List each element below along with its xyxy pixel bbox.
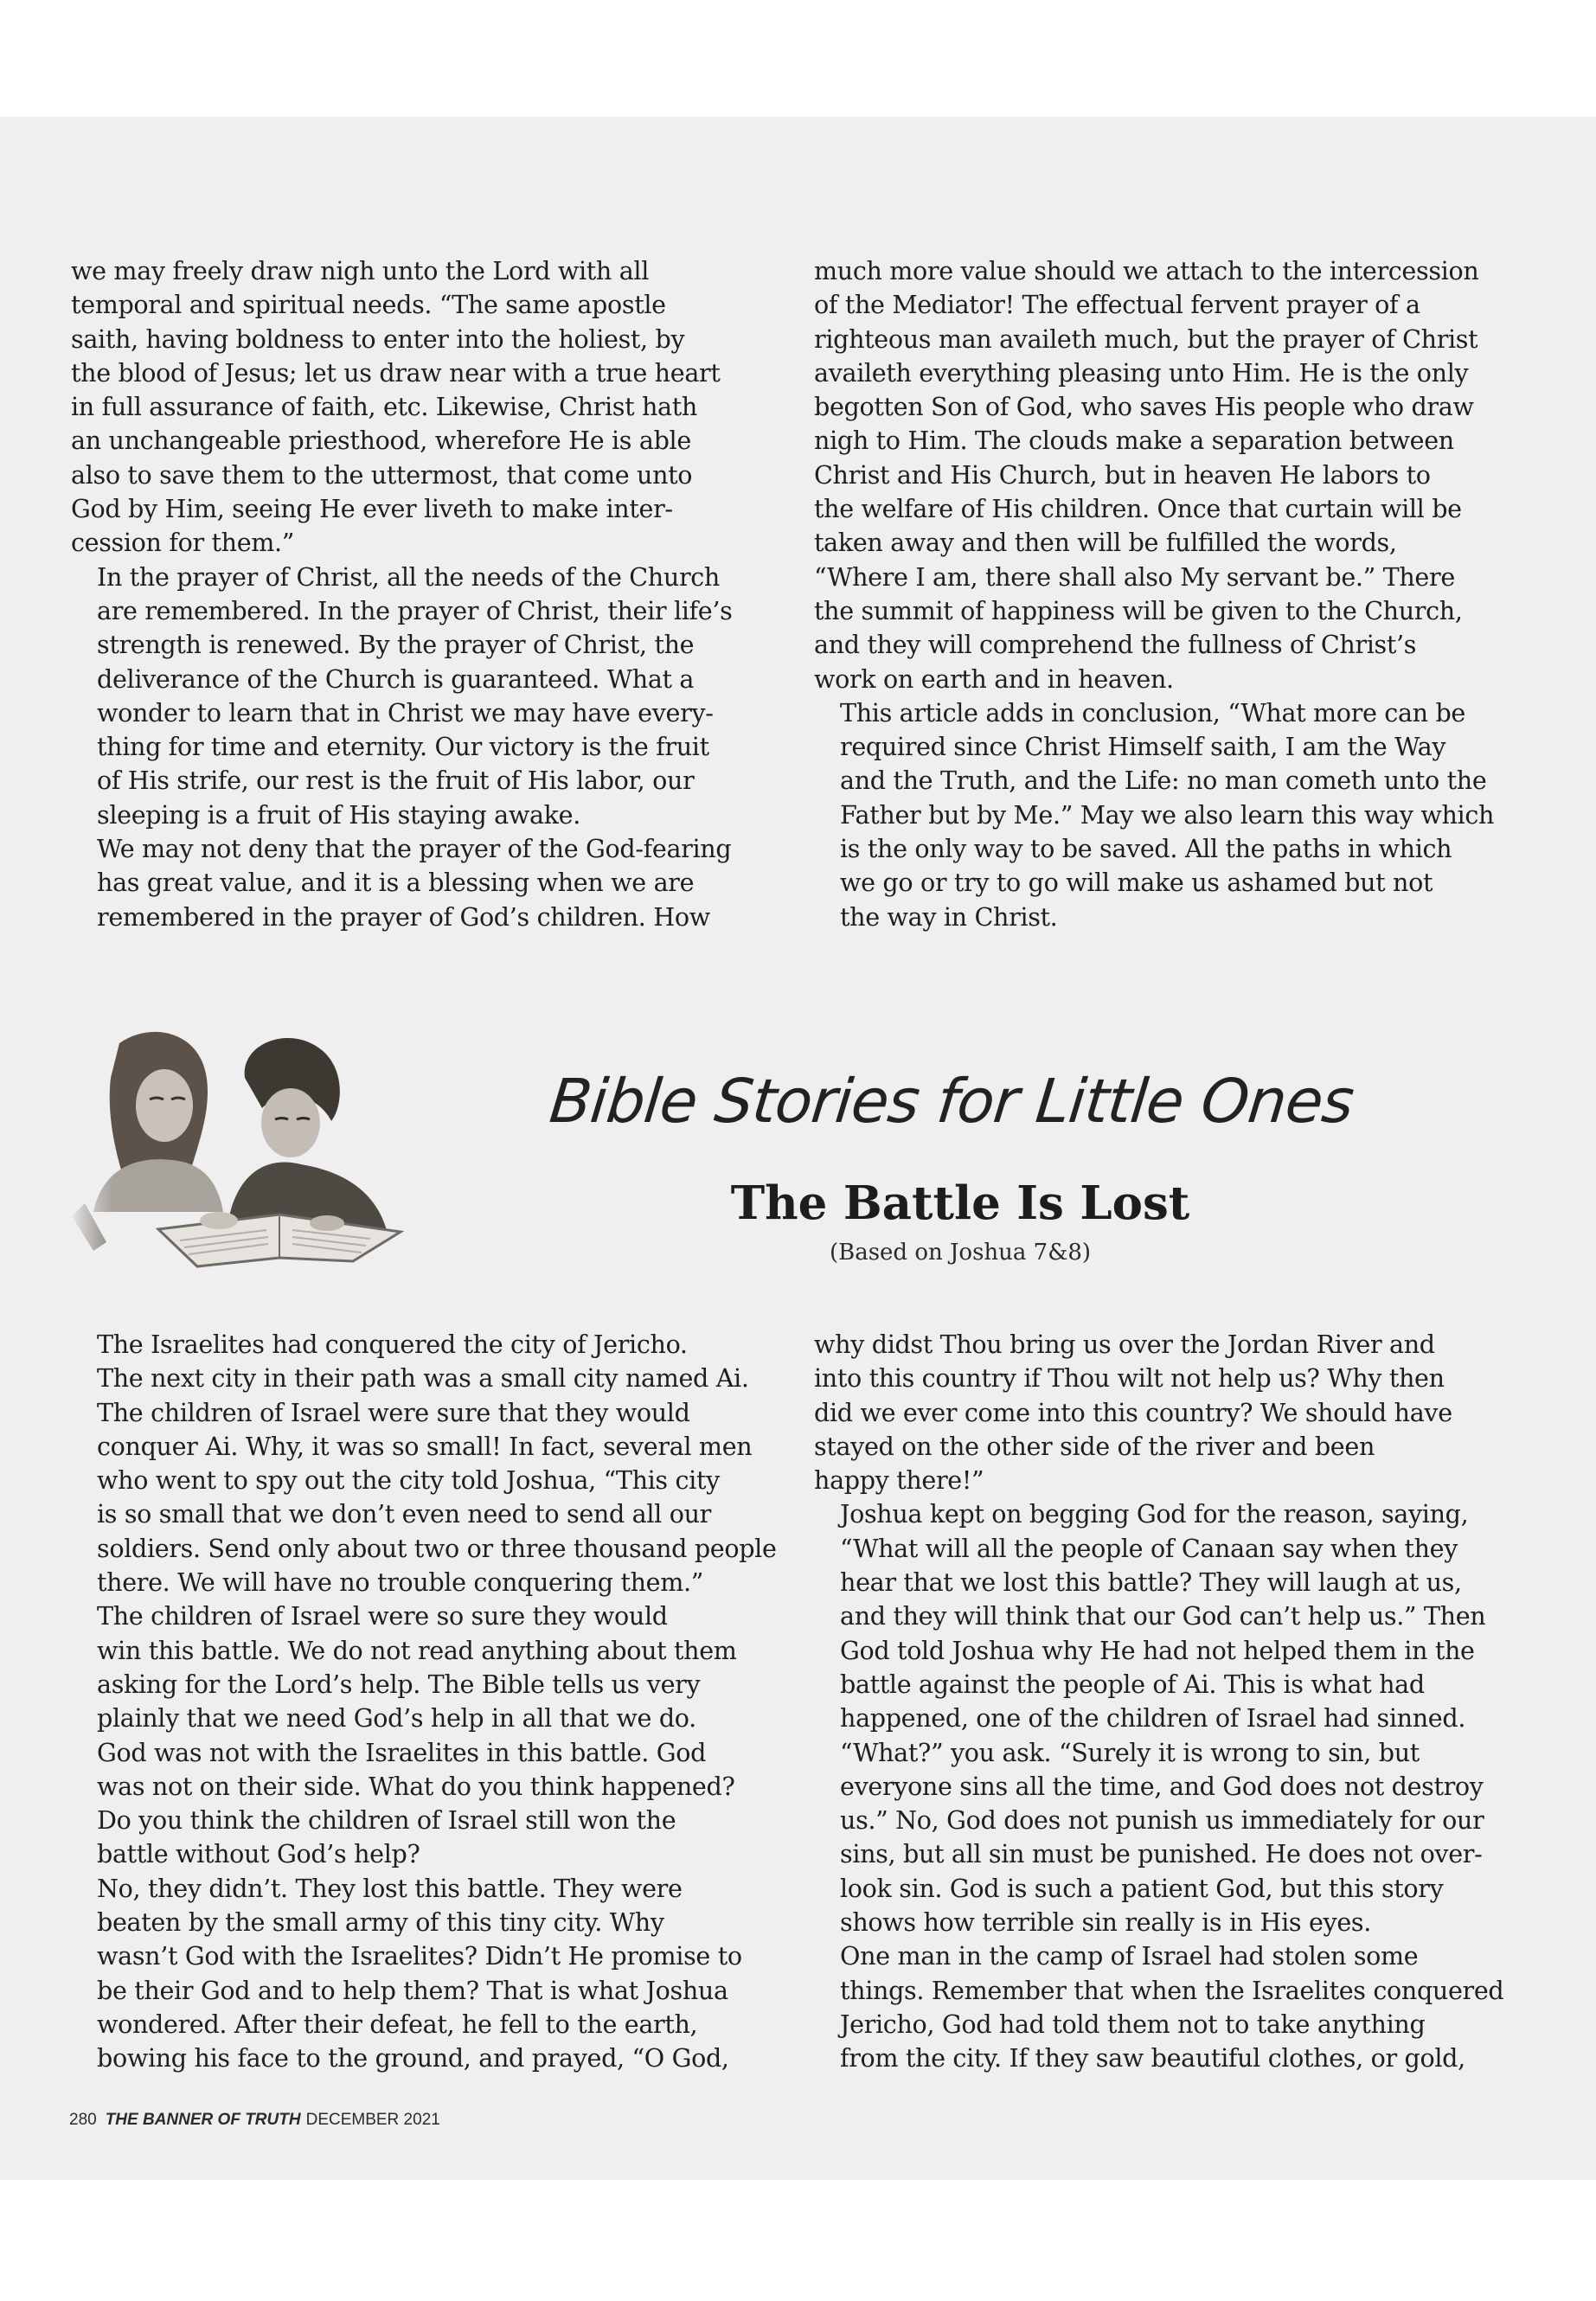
text-line: No, they didn’t. They lost this battle. They were	[97, 1873, 683, 1903]
text-line: and they will think that our God can’t help us.” Then	[840, 1601, 1486, 1631]
text-line: remembered in the prayer of God’s children. How	[97, 901, 710, 932]
text-line: and the Truth, and the Life: no man cometh unto the	[840, 766, 1487, 796]
text-line: who went to spy out the city told Joshua, “This city	[97, 1465, 720, 1496]
article-column-top-left	[71, 254, 789, 934]
issue-date: DECEMBER 2021	[305, 2111, 440, 2129]
text-line: look sin. God is such a patient God, but this story	[840, 1873, 1444, 1903]
text-line: cession for them.”	[71, 528, 295, 558]
text-line: why didst Thou bring us over the Jordan River and	[814, 1330, 1435, 1359]
paragraph	[71, 1396, 789, 1600]
text-line: also to save them to the uttermost, that come unto	[71, 459, 693, 490]
text-line: sins, but all sin must be punished. He does not over-	[840, 1839, 1483, 1869]
paragraph	[814, 696, 1532, 934]
text-line: was not on their side. What do you think happened?	[97, 1771, 735, 1801]
text-line: asking for the Lord’s help. The Bible tells us very	[97, 1669, 701, 1699]
page-footer	[69, 2107, 440, 2133]
text-line: battle without God’s help?	[97, 1839, 420, 1869]
paragraph	[814, 254, 1532, 696]
text-line: “What?” you ask. “Surely it is wrong to sin, but	[840, 1737, 1420, 1767]
text-line: One man in the camp of Israel had stolen some	[840, 1941, 1419, 1971]
text-line: are remembered. In the prayer of Christ, their life’s	[97, 595, 733, 625]
text-line: from the city. If they saw beautiful clothes, or gold,	[840, 2043, 1465, 2073]
paragraph	[71, 832, 789, 934]
paragraph	[814, 1328, 1532, 1497]
text-line: righteous man availeth much, but the prayer of Christ	[814, 324, 1478, 354]
text-line: we go or try to go will make us ashamed but not	[840, 868, 1433, 898]
text-line: things. Remember that when the Israelites conquered	[840, 1975, 1504, 2005]
paragraph	[814, 1939, 1532, 2075]
article-column-top-right	[814, 254, 1532, 934]
text-line: everyone sins all the time, and God does not destroy	[840, 1771, 1484, 1801]
text-line: bowing his face to the ground, and prayed, “O God,	[97, 2043, 729, 2073]
text-line: much more value should we attach to the intercession	[814, 256, 1479, 285]
text-line: availeth everything pleasing unto Him. He is the only	[814, 357, 1469, 388]
text-line: happened, one of the children of Israel had sinned.	[840, 1703, 1466, 1734]
text-line: an unchangeable priesthood, wherefore He is able	[71, 426, 691, 456]
text-line: The next city in their path was a small city named Ai.	[97, 1363, 749, 1394]
text-line: wondered. After their defeat, he fell to the earth,	[97, 2009, 698, 2039]
story-column-right	[814, 1328, 1532, 2076]
text-line: of His strife, our rest is the fruit of His labor, our	[97, 766, 695, 796]
publication-name: THE BANNER OF TRUTH	[105, 2111, 301, 2129]
text-line: there. We will have no trouble conquering them.”	[97, 1567, 704, 1598]
text-line: temporal and spiritual needs. “The same apostle	[71, 290, 666, 320]
text-line: is the only way to be saved. All the paths in which	[840, 834, 1452, 864]
text-line: battle against the people of Ai. This is what had	[840, 1669, 1425, 1699]
text-line: has great value, and it is a blessing when we are	[97, 868, 695, 898]
text-line: God was not with the Israelites in this battle. God	[97, 1737, 707, 1767]
text-line: plainly that we need God’s help in all that we do.	[97, 1703, 696, 1734]
text-line: God told Joshua why He had not helped them in the	[840, 1635, 1475, 1665]
text-line: is so small that we don’t even need to send all our	[97, 1499, 711, 1529]
paragraph	[814, 1736, 1532, 1940]
text-line: nigh to Him. The clouds make a separation between	[814, 426, 1454, 456]
text-line: taken away and then will be fulfilled the words,	[814, 528, 1397, 558]
text-line: God by Him, seeing He ever liveth to make inter-	[71, 494, 673, 524]
text-line: win this battle. We do not read anything about them	[97, 1635, 737, 1665]
text-line: begotten Son of God, who saves His people who draw	[814, 392, 1474, 422]
text-line: strength is renewed. By the prayer of Christ, the	[97, 630, 695, 660]
text-line: the welfare of His children. Once that curtain will be	[814, 494, 1462, 524]
paragraph	[71, 561, 789, 832]
children-reading-bible-illustration	[67, 1026, 439, 1277]
text-line: In the prayer of Christ, all the needs of the Church	[97, 561, 720, 592]
text-line: we may freely draw nigh unto the Lord with all	[71, 256, 649, 285]
text-line: into this country if Thou wilt not help us? Why then	[814, 1363, 1445, 1394]
text-line: in full assurance of faith, etc. Likewise, Christ hath	[71, 392, 697, 422]
text-line: conquer Ai. Why, it was so small! In fact, several men	[97, 1431, 753, 1461]
text-line: the way in Christ.	[840, 901, 1058, 932]
text-line: work on earth and in heaven.	[814, 663, 1174, 694]
text-line: required since Christ Himself saith, I am the Way	[840, 732, 1446, 762]
text-line: hear that we lost this battle? They will laugh at us,	[840, 1567, 1462, 1598]
text-line: happy there!”	[814, 1465, 984, 1496]
text-line: This article adds in conclusion, “What more can be	[840, 697, 1465, 727]
section-title: Bible Stories for Little Ones	[546, 1066, 1357, 1137]
text-line: The children of Israel were sure that they would	[97, 1397, 690, 1427]
text-line: Christ and His Church, but in heaven He labors to	[814, 459, 1431, 490]
text-line: Jericho, God had told them not to take anything	[840, 2009, 1426, 2039]
story-column-left	[71, 1328, 789, 2076]
text-line: the blood of Jesus; let us draw near with a true heart	[71, 357, 721, 388]
text-line: us.” No, God does not punish us immediately for our	[840, 1805, 1484, 1836]
page-number: 280	[69, 2111, 97, 2129]
text-line: thing for time and eternity. Our victory is the fruit	[97, 732, 709, 762]
paragraph	[71, 254, 789, 561]
text-line: We may not deny that the prayer of the God-fearing	[97, 834, 732, 864]
story-subtitle: (Based on Joshua 7&8)	[829, 1240, 1092, 1266]
text-line: saith, having boldness to enter into the holiest, by	[71, 324, 685, 354]
text-line: sleeping is a fruit of His staying awake.	[97, 799, 580, 830]
text-line: of the Mediator! The effectual fervent prayer of a	[814, 290, 1420, 320]
paragraph	[71, 1599, 789, 1871]
paragraph	[71, 1872, 789, 2076]
text-line: Father but by Me.” May we also learn this way which	[840, 799, 1495, 830]
text-line: stayed on the other side of the river and been	[814, 1431, 1375, 1461]
text-line: and they will comprehend the fullness of Christ’s	[814, 630, 1417, 660]
text-line: The children of Israel were so sure they would	[97, 1601, 668, 1631]
text-line: did we ever come into this country? We should have	[814, 1397, 1452, 1427]
text-line: shows how terrible sin really is in His eyes.	[840, 1907, 1371, 1938]
story-title: The Battle Is Lost	[730, 1176, 1190, 1230]
text-line: wasn’t God with the Israelites? Didn’t He promise to	[97, 1941, 742, 1971]
paragraph	[71, 1328, 789, 1396]
text-line: Joshua kept on begging God for the reason, saying,	[840, 1499, 1469, 1529]
text-line: beaten by the small army of this tiny city. Why	[97, 1907, 664, 1938]
text-line: “What will all the people of Canaan say when they	[840, 1533, 1458, 1563]
text-line: soldiers. Send only about two or three thousand people	[97, 1533, 777, 1563]
text-line: the summit of happiness will be given to the Church,	[814, 595, 1463, 625]
text-line: “Where I am, there shall also My servant be.” There	[814, 561, 1455, 592]
text-line: be their God and to help them? That is what Joshua	[97, 1975, 728, 2005]
text-line: deliverance of the Church is guaranteed. What a	[97, 663, 695, 694]
paragraph	[814, 1497, 1532, 1735]
text-line: wonder to learn that in Christ we may have every-	[97, 697, 714, 727]
text-line: The Israelites had conquered the city of Jericho.	[97, 1330, 688, 1359]
text-line: Do you think the children of Israel still won the	[97, 1805, 676, 1836]
